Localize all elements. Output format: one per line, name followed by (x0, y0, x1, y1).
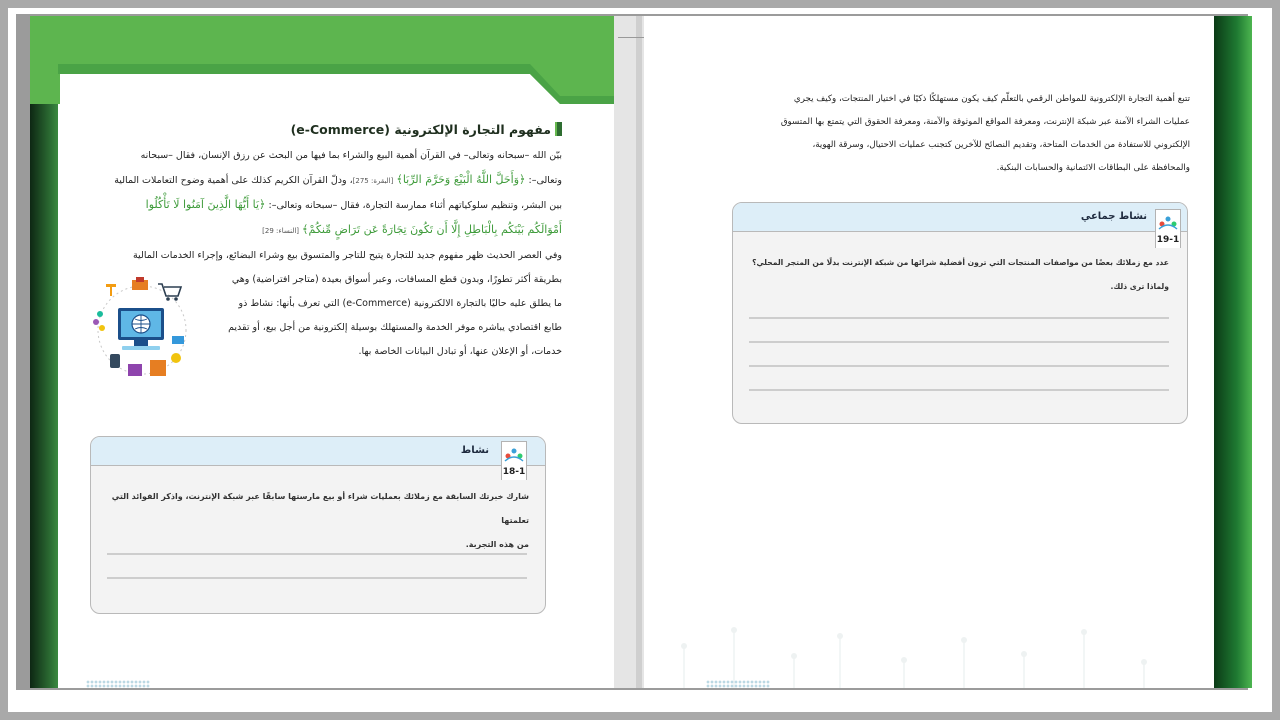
text-line: عدد مع زملائك بعضًا من مواصفات المنتجات التي ترون أفضلية شرائها من شبكة الإنترنت بدلًا من المتجر المحلي؟ (752, 258, 1169, 267)
text-line: بطريقة أكثر تطورًا، وبدون قطع المسافات، وعبر أسواق بعيدة (متاجر افتراضية) وهي (231, 274, 562, 285)
ecommerce-illustration-icon (92, 274, 192, 382)
text-line: تتبع أهمية التجارة الإلكترونية للمواطن الرقمي بالتعلّم كيف يكون مستهلكًا ذكيًا في اختيار المنتجات، وكيف يجري (793, 94, 1190, 104)
text-line: وفي العصر الحديث ظهر مفهوم جديد للتجارة يتيح للتاجر والمتسوق بيع وشراء البضائع، وإجراء الخدمات المالية (132, 250, 562, 261)
activity-box (90, 436, 546, 614)
text-line: بين البشر، وتنظيم سلوكياتهم أثناء ممارسة التجارة، فقال –سبحانه وتعالى–: ﴿يَا أَيُّهَا الَّذِينَ آمَنُوا لَا تَأْكُلُوا (145, 198, 562, 211)
verse-text: أَمْوَالَكُم بَيْنَكُم بِالْبَاطِلِ إِلَّا أَن تَكُونَ تِجَارَةً عَن تَرَاضٍ مِّنكُمْ﴾ (302, 223, 562, 236)
paragraph-quran (74, 144, 562, 243)
answer-line (749, 317, 1169, 319)
text-line: طابع اقتصادي يباشره موفر الخدمة والمستهلك بوسيلة إلكترونية من أجل بيع، أو تقديم (228, 322, 562, 333)
page-gutter (614, 16, 644, 688)
green-banner (30, 16, 614, 136)
activity-badge-icon (501, 441, 527, 480)
verse-text: ﴿يَا أَيُّهَا الَّذِينَ آمَنُوا لَا تَأْكُلُوا (145, 198, 266, 211)
right-page (644, 16, 1252, 688)
activity-title: نشاط (460, 445, 489, 456)
verse-text: ﴿وَأَحَلَّ اللَّهُ الْبَيْعَ وَحَرَّمَ الرِّبَا﴾ (396, 173, 526, 186)
answer-line (107, 553, 527, 555)
text-line (74, 218, 562, 243)
text-line: وتعالى–: ﴿وَأَحَلَّ اللَّهُ الْبَيْعَ وَحَرَّمَ الرِّبَا﴾ [البقرة: 275]، ودلّ القرآن الكريم كذلك على أهمية وضوح التعاملات المالية (114, 173, 562, 186)
paragraph-ecommerce (132, 244, 562, 364)
intro-paragraph (730, 88, 1190, 180)
footer-dots (706, 680, 770, 688)
text-line: والمحافظة على البطاقات الائتمانية والحسابات البنكية. (996, 163, 1190, 173)
text-line: الإلكتروني للاستفادة من الخدمات المتاحة، وتقديم النصائح للآخرين كتجنب عمليات الاحتيال، وسرقة الهوية، (812, 140, 1190, 150)
text-line: عمليات الشراء الآمنة عبر شبكة الإنترنت، ومعرفة المواقع الموثوقة والآمنة، ومعرفة الحقوق التي يتمتع بها المتسوق (780, 117, 1190, 127)
verse-reference: [البقرة: 275] (352, 177, 394, 185)
answer-line (107, 577, 527, 579)
answer-line (749, 389, 1169, 391)
footer-dots (86, 680, 150, 688)
activity-number: 18-1 (502, 467, 526, 477)
activity-text (105, 485, 529, 557)
verse-reference: [النساء: 29] (262, 227, 300, 235)
text-line: شارك خبرتك السابقة مع زملائك بعمليات شراء أو بيع مارستها سابقًا عبر شبكة الإنترنت، واذكر الفوائد التي تعلمتها (111, 492, 529, 525)
group-activity-box (732, 202, 1188, 424)
activity-badge-icon (1155, 209, 1181, 248)
text-line: خدمات، أو الإعلان عنها، أو تبادل البيانات الخاصة بها. (358, 346, 562, 357)
left-page (30, 16, 614, 688)
activity-number: 19-1 (1156, 235, 1180, 245)
activity-title: نشاط جماعي (1080, 211, 1147, 222)
section-heading: مفهوم التجارة الإلكترونية (e-Commerce) (290, 122, 562, 137)
text-line: من هذه التجربة. (465, 540, 529, 549)
activity-text (743, 251, 1169, 299)
answer-line (749, 341, 1169, 343)
circuit-decoration (644, 616, 1214, 688)
answer-line (749, 365, 1169, 367)
right-page-green-edge (1214, 16, 1252, 688)
text-line: ما يطلق عليه حاليًا بالتجارة الالكترونية (e-Commerce) التي تعرف بأنها: نشاط ذو (238, 298, 562, 309)
text-line: بيّن الله –سبحانه وتعالى– في القرآن أهمية البيع والشراء بما فيها من البحث عن رزق الإنسان، فقال –سبحانه (140, 150, 562, 161)
text-line: ولماذا ترى ذلك. (1110, 282, 1169, 291)
